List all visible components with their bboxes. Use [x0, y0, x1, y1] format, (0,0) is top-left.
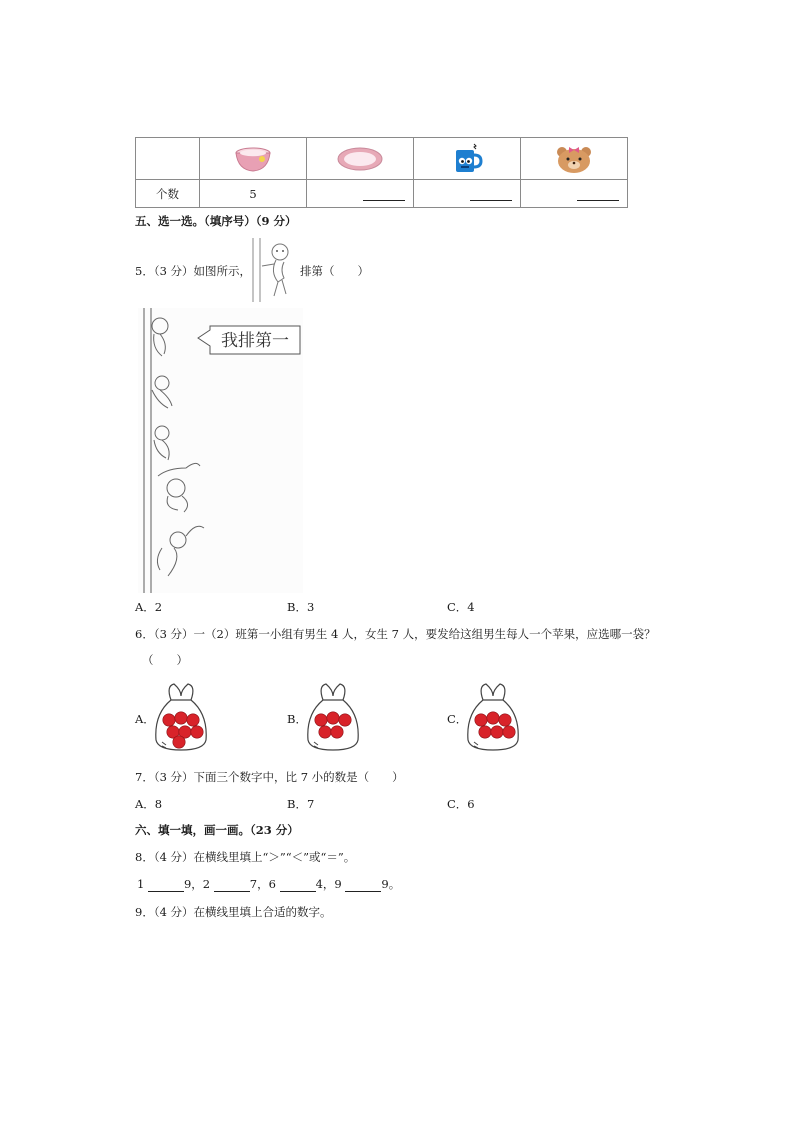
- section-6-title: 六、填一填，画一画。（23 分）: [135, 823, 299, 837]
- bear-icon: [554, 143, 594, 175]
- q5-option-c[interactable]: C．4: [447, 600, 475, 614]
- q8-num-1: 1: [137, 877, 145, 891]
- apple-icon: [187, 714, 199, 726]
- apple-bag-b[interactable]: [306, 680, 360, 752]
- q8-compare-line: [137, 876, 400, 892]
- q7-text: 7．（3 分）下面三个数字中，比 7 小的数是（ ）: [135, 770, 404, 784]
- q8-num-5: 9。: [381, 877, 401, 891]
- section-5-title: 五、选一选。（填序号）（9 分）: [135, 214, 297, 228]
- q6-paren: （ ）: [142, 653, 188, 667]
- q8-text: 8．（4 分）在横线里填上“＞”“＜”或“＝”。: [135, 850, 356, 864]
- apple-bag-a[interactable]: [154, 680, 208, 752]
- apple-icon: [191, 726, 203, 738]
- q6-option-c[interactable]: C．: [447, 712, 468, 726]
- q9-text: 9．（4 分）在横线里填上合适的数字。: [135, 905, 332, 919]
- apple-icon: [499, 714, 511, 726]
- plate-icon: [336, 145, 384, 173]
- speech-bubble-text: 我排第一: [221, 331, 289, 351]
- q8-num-2: 9，2: [183, 877, 211, 891]
- table-cell-plate: [307, 138, 414, 180]
- apple-icon: [491, 726, 503, 738]
- bowl-icon: [233, 144, 273, 174]
- table-cell-mug: [414, 138, 521, 180]
- table-corner-cell: [136, 138, 200, 180]
- apple-icon: [319, 726, 331, 738]
- counting-table: [135, 137, 628, 208]
- q7-option-c[interactable]: C．6: [447, 797, 475, 811]
- count-bowl: 5: [200, 180, 307, 208]
- q5-option-b[interactable]: B．3: [287, 600, 315, 614]
- monkey-small-icon: [250, 238, 296, 302]
- apple-icon: [173, 736, 185, 748]
- apple-icon: [503, 726, 515, 738]
- q8-blank-1[interactable]: [148, 880, 184, 892]
- apple-icon: [339, 714, 351, 726]
- q6-text: 6．（3 分）一（2）班第一小组有男生 4 人，女生 7 人，要发给这组男生每人一个苹果，应选哪一袋？: [135, 627, 656, 641]
- apple-icon: [327, 712, 339, 724]
- q8-blank-4[interactable]: [345, 880, 381, 892]
- q8-num-4: 4，9: [315, 877, 342, 891]
- q8-num-3: 7，6: [249, 877, 276, 891]
- mug-icon: [450, 142, 484, 176]
- apple-bag-c[interactable]: [466, 680, 520, 752]
- q6-option-a[interactable]: A．: [135, 712, 155, 726]
- row-label: 个数: [136, 180, 200, 208]
- apple-icon: [315, 714, 327, 726]
- apple-icon: [163, 714, 175, 726]
- q5-suffix: 排第（ ）: [300, 264, 369, 278]
- apple-icon: [175, 712, 187, 724]
- q6-option-b[interactable]: B．: [287, 712, 307, 726]
- q5-prefix: 5．（3 分）如图所示，: [135, 264, 252, 278]
- monkeys-pole-figure: [138, 308, 303, 593]
- table-cell-bowl: [200, 138, 307, 180]
- q7-option-a[interactable]: A．8: [135, 797, 163, 811]
- q5-option-a[interactable]: A．2: [135, 600, 163, 614]
- apple-icon: [479, 726, 491, 738]
- q8-blank-3[interactable]: [280, 880, 316, 892]
- q8-blank-2[interactable]: [214, 880, 250, 892]
- count-plate[interactable]: [307, 180, 414, 208]
- q7-option-b[interactable]: B．7: [287, 797, 315, 811]
- count-mug[interactable]: [414, 180, 521, 208]
- count-bear[interactable]: [521, 180, 628, 208]
- apple-icon: [475, 714, 487, 726]
- apple-icon: [331, 726, 343, 738]
- table-cell-bear: [521, 138, 628, 180]
- apple-icon: [487, 712, 499, 724]
